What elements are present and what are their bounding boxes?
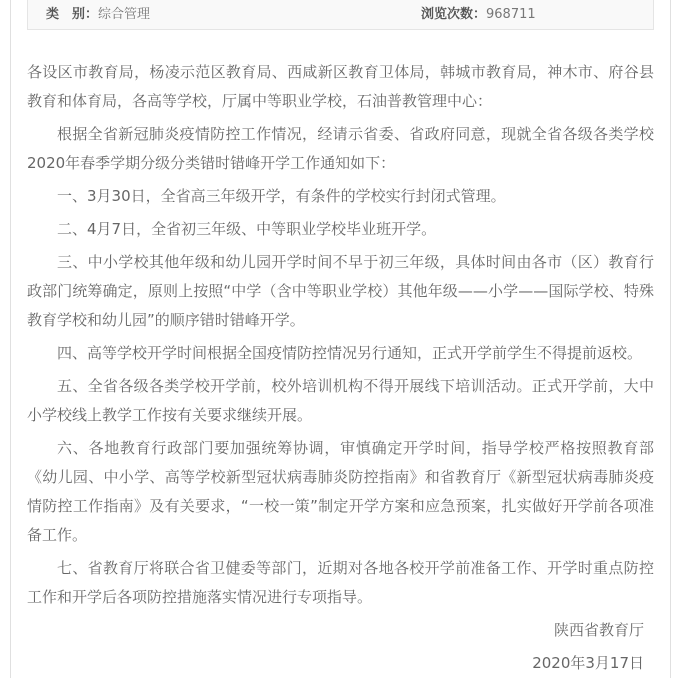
paragraph-intro: 根据全省新冠肺炎疫情防控工作情况，经请示省委、省政府同意，现就全省各级各类学校2020年春季学期分级分类错时错峰开学工作通知如下： [27, 125, 654, 172]
meta-bar [27, 0, 654, 30]
paragraph-item-2: 二、4月7日，全省初三年级、中等职业学校毕业班开学。 [57, 220, 437, 238]
signature-org: 陕西省教育厅 [553, 621, 644, 639]
content-column [10, 0, 671, 678]
views-value: 968711 [486, 7, 536, 22]
paragraph-item-5: 五、全省各级各类学校开学前，校外培训机构不得开展线下培训活动。正式开学前，大中小学校线上教学工作按有关要求继续开展。 [27, 377, 654, 424]
paragraph-item-3: 三、中小学校其他年级和幼儿园开学时间不早于初三年级，具体时间由各市（区）教育行政部门统筹确定，原则上按照“中学（含中等职业学校）其他年级——小学——国际学校、特殊教育学校和幼儿园”的顺序错时错峰开学。 [27, 253, 654, 329]
paragraph-item-6: 六、各地教育行政部门要加强统筹协调，审慎确定开学时间，指导学校严格按照教育部《幼儿园、中小学、高等学校新型冠状病毒肺炎防控指南》和省教育厅《新型冠状病毒肺炎疫情防控工作指南》及有关要求，“一校一策”制定开学方案和应急预案，扎实做好开学前各项准备工作。 [27, 439, 654, 544]
paragraph-item-7: 七、省教育厅将联合省卫健委等部门，近期对各地各校开学前准备工作、开学时重点防控工作和开学后各项防控措施落实情况进行专项指导。 [27, 559, 654, 606]
category-value: 综合管理 [98, 7, 151, 22]
category-field [46, 0, 150, 29]
paragraph-item-4: 四、高等学校开学时间根据全国疫情防控情况另行通知，正式开学前学生不得提前返校。 [57, 344, 643, 362]
paragraph-salutation: 各设区市教育局，杨凌示范区教育局、西咸新区教育卫体局，韩城市教育局，神木市、府谷县教育和体育局，各高等学校，厅属中等职业学校，石油普教管理中心： [27, 63, 654, 110]
views-field [421, 0, 536, 29]
views-label: 浏览次数： [421, 7, 487, 22]
category-label: 类 别： [46, 7, 99, 22]
signature-date: 2020年3月17日 [532, 654, 644, 672]
paragraph-item-1: 一、3月30日，全省高三年级开学，有条件的学校实行封闭式管理。 [57, 187, 506, 205]
notice-body [11, 30, 670, 678]
